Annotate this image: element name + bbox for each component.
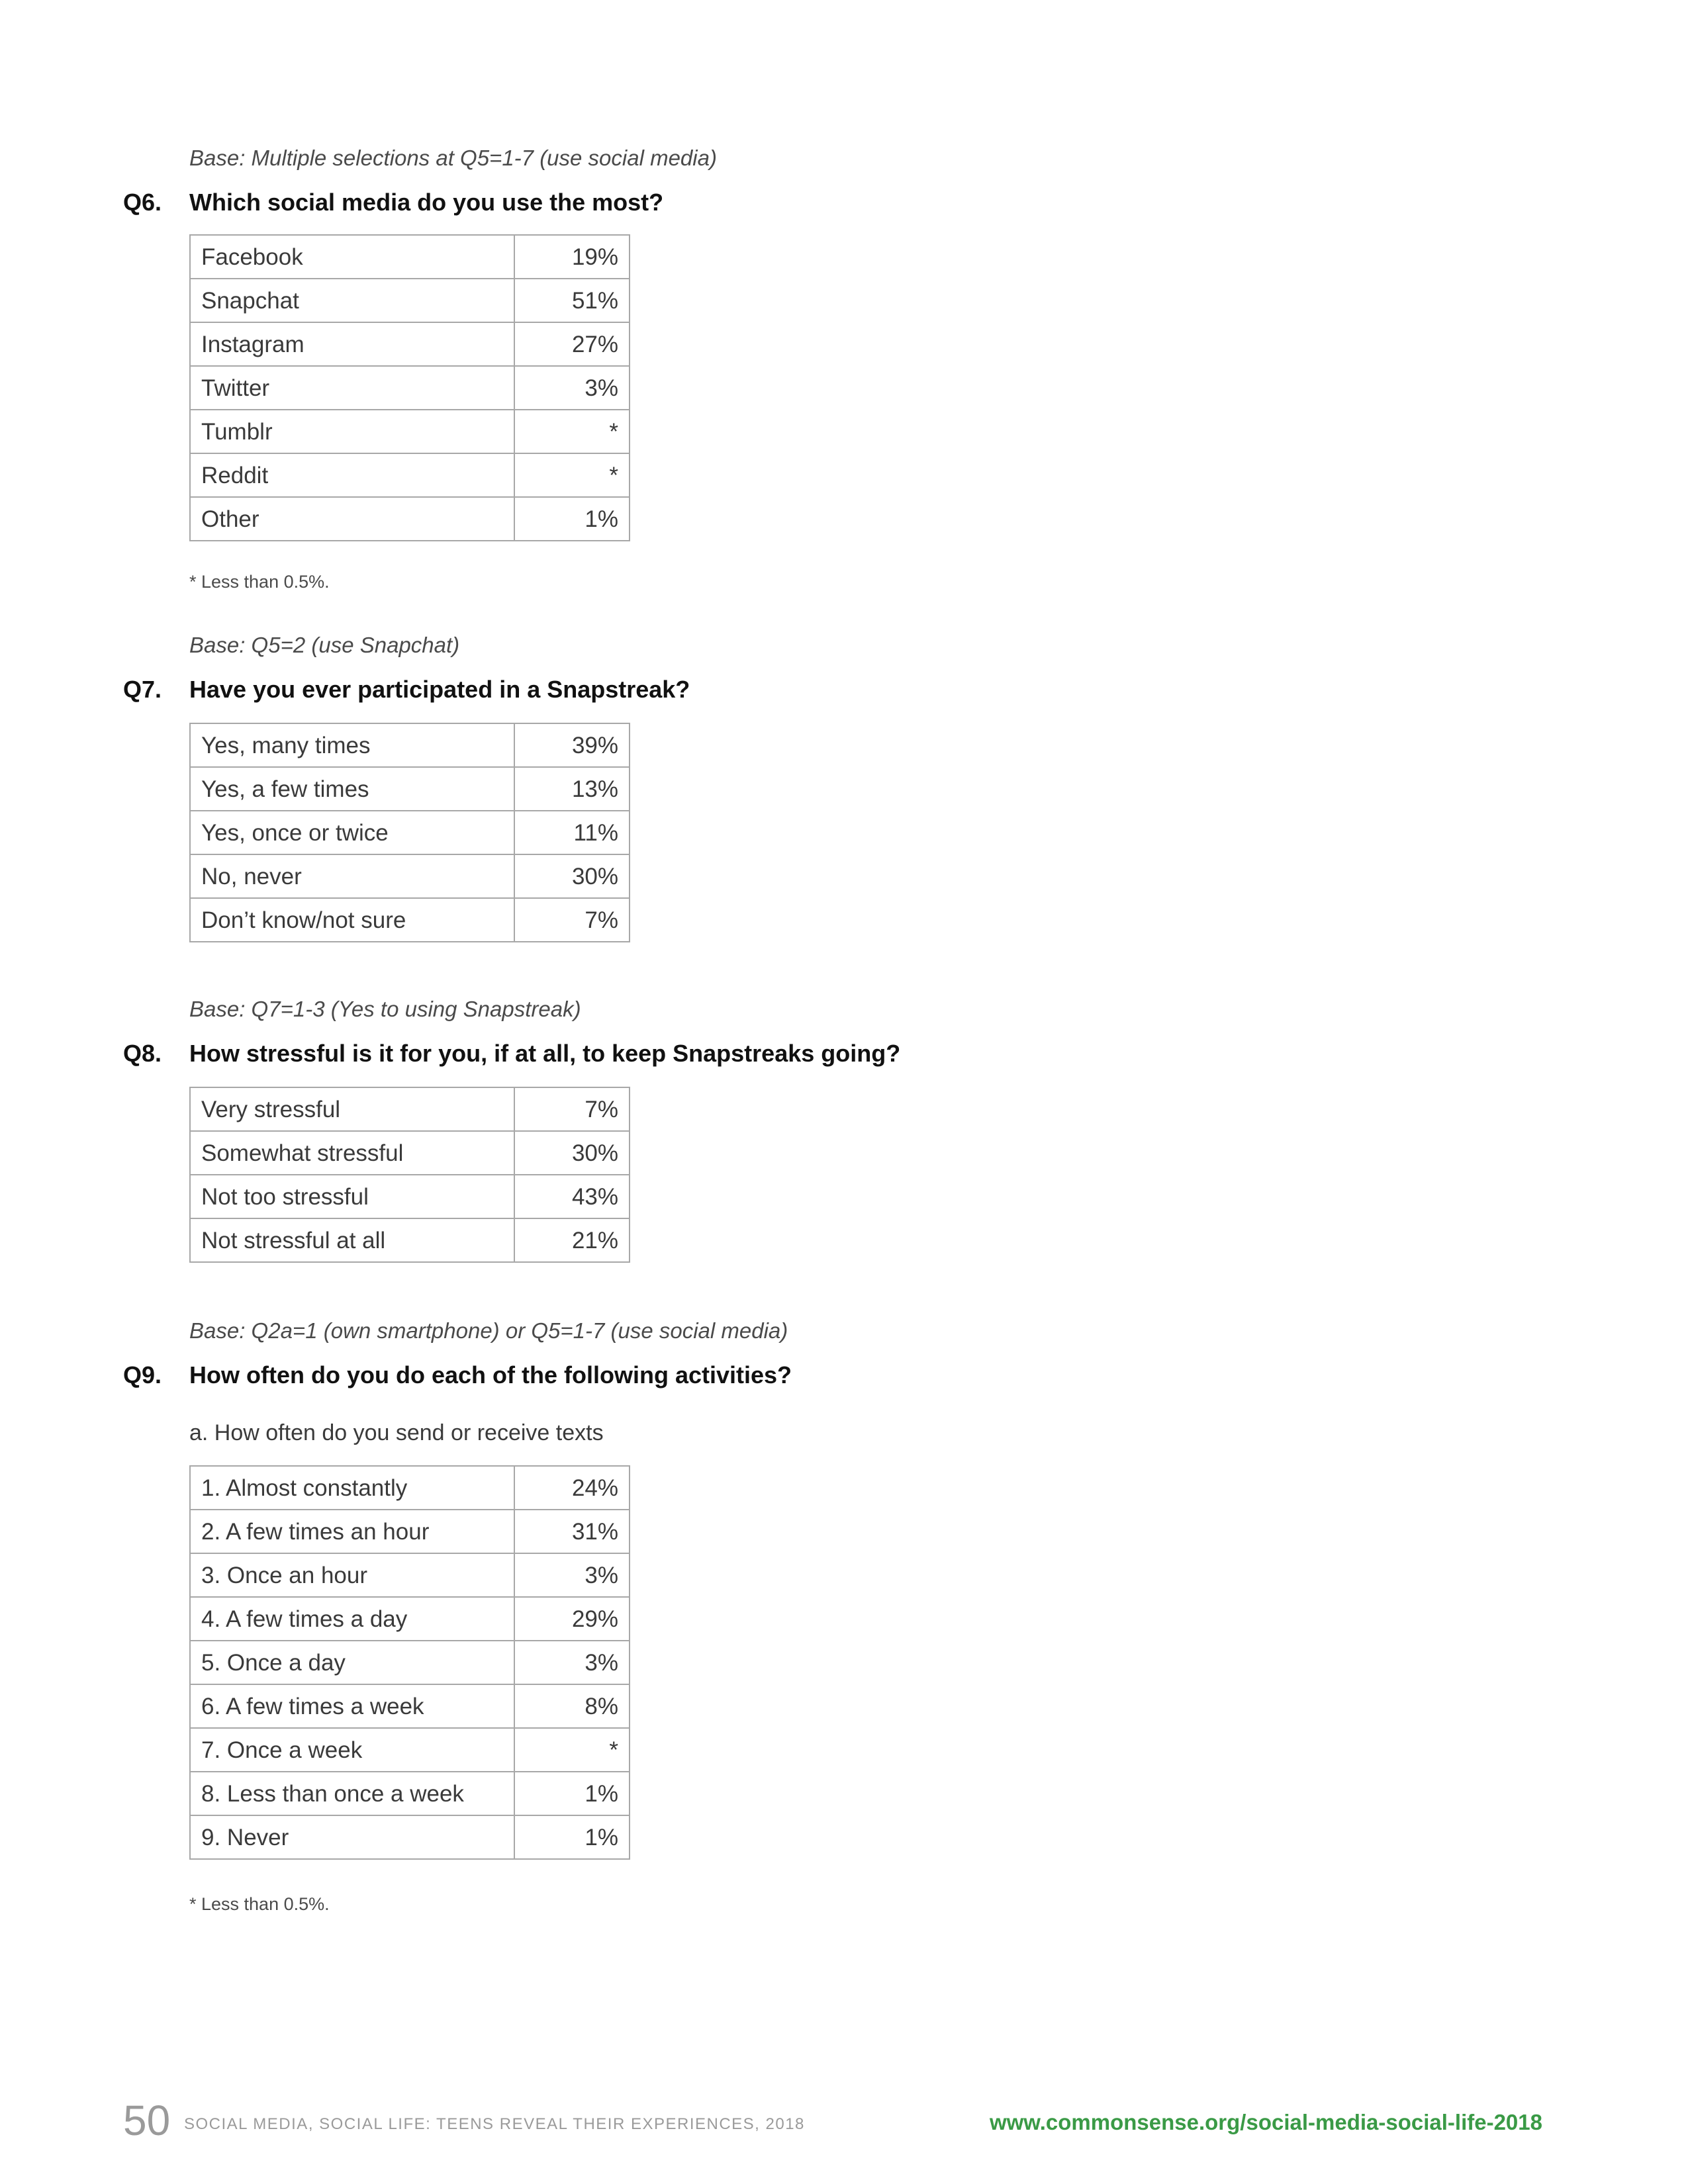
table-row	[190, 1218, 630, 1262]
table-row	[190, 235, 630, 279]
row-value: 21%	[514, 1218, 630, 1262]
q6-base: Base: Multiple selections at Q5=1-7 (use social media)	[189, 146, 717, 170]
q8-number: Q8.	[123, 1040, 162, 1067]
row-value: 7%	[514, 898, 630, 942]
row-value: 31%	[514, 1510, 630, 1553]
row-label: 2. A few times an hour	[190, 1510, 514, 1553]
row-value: 1%	[514, 497, 630, 541]
row-value: 3%	[514, 366, 630, 410]
table-row	[190, 1175, 630, 1218]
row-label: 8. Less than once a week	[190, 1772, 514, 1815]
table-row	[190, 1553, 630, 1597]
row-value: 1%	[514, 1772, 630, 1815]
row-value: *	[514, 453, 630, 497]
table-row	[190, 811, 630, 854]
table-row	[190, 1597, 630, 1641]
row-label: 3. Once an hour	[190, 1553, 514, 1597]
table-row	[190, 1087, 630, 1131]
q9-base: Base: Q2a=1 (own smartphone) or Q5=1-7 (use social media)	[189, 1318, 788, 1343]
row-value: 27%	[514, 322, 630, 366]
q6-number: Q6.	[123, 189, 162, 216]
row-label: 1. Almost constantly	[190, 1466, 514, 1510]
row-value: 1%	[514, 1815, 630, 1859]
row-value: 43%	[514, 1175, 630, 1218]
row-label: Not stressful at all	[190, 1218, 514, 1262]
q7-number: Q7.	[123, 676, 162, 703]
table-row	[190, 767, 630, 811]
row-label: 4. A few times a day	[190, 1597, 514, 1641]
row-value: 30%	[514, 854, 630, 898]
row-label: Very stressful	[190, 1087, 514, 1131]
row-value: 24%	[514, 1466, 630, 1510]
table-row	[190, 366, 630, 410]
row-label: Yes, many times	[190, 723, 514, 767]
table-row	[190, 854, 630, 898]
row-value: 19%	[514, 235, 630, 279]
row-value: 11%	[514, 811, 630, 854]
row-label: Tumblr	[190, 410, 514, 453]
q9-subquestion: a. How often do you send or receive texts	[189, 1420, 604, 1445]
report-title: SOCIAL MEDIA, SOCIAL LIFE: TEENS REVEAL THEIR EXPERIENCES, 2018	[184, 2115, 805, 2133]
row-label: Yes, once or twice	[190, 811, 514, 854]
row-value: 51%	[514, 279, 630, 322]
row-value: 3%	[514, 1641, 630, 1684]
table-row	[190, 453, 630, 497]
row-label: Don’t know/not sure	[190, 898, 514, 942]
q8-base: Base: Q7=1-3 (Yes to using Snapstreak)	[189, 997, 581, 1021]
row-label: 5. Once a day	[190, 1641, 514, 1684]
row-value: 30%	[514, 1131, 630, 1175]
table-row	[190, 410, 630, 453]
table-row	[190, 1728, 630, 1772]
row-value: *	[514, 1728, 630, 1772]
row-label: No, never	[190, 854, 514, 898]
row-label: Facebook	[190, 235, 514, 279]
row-label: Not too stressful	[190, 1175, 514, 1218]
q7-base: Base: Q5=2 (use Snapchat)	[189, 633, 460, 657]
table-row	[190, 723, 630, 767]
row-label: 7. Once a week	[190, 1728, 514, 1772]
row-value: 29%	[514, 1597, 630, 1641]
q9-note: * Less than 0.5%.	[189, 1894, 330, 1914]
q9-table	[189, 1465, 630, 1860]
table-row	[190, 322, 630, 366]
table-row	[190, 1684, 630, 1728]
row-value: *	[514, 410, 630, 453]
row-label: Reddit	[190, 453, 514, 497]
table-row	[190, 1466, 630, 1510]
row-value: 13%	[514, 767, 630, 811]
q6-question: Which social media do you use the most?	[189, 189, 664, 216]
q6-note: * Less than 0.5%.	[189, 572, 330, 592]
row-label: 6. A few times a week	[190, 1684, 514, 1728]
table-row	[190, 1510, 630, 1553]
table-row	[190, 1131, 630, 1175]
footer-url-link[interactable]: www.commonsense.org/social-media-social-life-2018	[989, 2110, 1542, 2134]
row-value: 8%	[514, 1684, 630, 1728]
q7-table	[189, 723, 630, 942]
row-label: Yes, a few times	[190, 767, 514, 811]
row-value: 39%	[514, 723, 630, 767]
q9-question: How often do you do each of the following activities?	[189, 1361, 792, 1388]
table-row	[190, 898, 630, 942]
row-label: Twitter	[190, 366, 514, 410]
page-number: 50	[123, 2097, 171, 2144]
row-label: Instagram	[190, 322, 514, 366]
table-row	[190, 1815, 630, 1859]
table-row	[190, 497, 630, 541]
table-row	[190, 1641, 630, 1684]
table-row	[190, 1772, 630, 1815]
table-row	[190, 279, 630, 322]
q8-question: How stressful is it for you, if at all, to keep Snapstreaks going?	[189, 1040, 901, 1067]
q9-number: Q9.	[123, 1361, 162, 1388]
row-value: 3%	[514, 1553, 630, 1597]
row-label: Other	[190, 497, 514, 541]
q8-table	[189, 1087, 630, 1263]
row-label: 9. Never	[190, 1815, 514, 1859]
row-label: Snapchat	[190, 279, 514, 322]
row-value: 7%	[514, 1087, 630, 1131]
q7-question: Have you ever participated in a Snapstreak?	[189, 676, 690, 703]
q6-table	[189, 234, 630, 541]
row-label: Somewhat stressful	[190, 1131, 514, 1175]
